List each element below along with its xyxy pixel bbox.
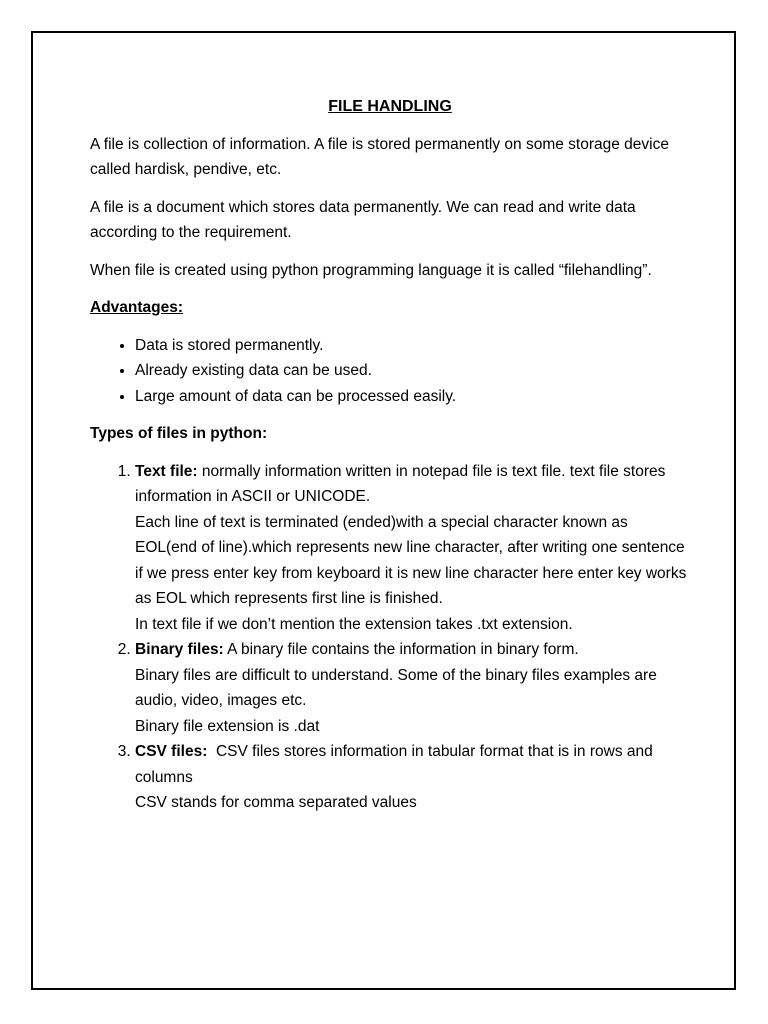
type-detail-line: Binary files are difficult to understand. Some of the binary files examples are audio, video, images etc. bbox=[135, 666, 657, 709]
type-detail-line: In text file if we don’t mention the extension takes .txt extension. bbox=[135, 615, 573, 633]
type-item-text-file bbox=[135, 459, 690, 638]
types-list bbox=[90, 459, 690, 816]
type-name: Binary files: bbox=[135, 641, 224, 658]
type-description: CSV files stores information in tabular format that is in rows and columns bbox=[135, 743, 658, 786]
advantage-item: • Large amount of data can be processed easily. bbox=[135, 384, 690, 410]
paragraph-python: When file is created using python programming language it is called “filehandling”. bbox=[90, 261, 652, 279]
paragraph-document: A file is a document which stores data permanently. We can read and write data according to the requirement. bbox=[90, 198, 636, 241]
type-detail-line: Binary file extension is .dat bbox=[135, 717, 320, 735]
type-detail-line: Each line of text is terminated (ended)with a special character known as EOL(end of line).which represents new line character, after writing one sentence if we press enter key from keyboard it is new line character here enter key works as EOL which represents first line is finished. bbox=[135, 513, 687, 607]
type-name: Text file: bbox=[135, 462, 198, 480]
type-name: CSV files: bbox=[135, 743, 208, 760]
type-item-binary-files bbox=[135, 637, 690, 739]
advantages-list bbox=[90, 333, 690, 410]
type-detail-line: CSV stands for comma separated values bbox=[135, 794, 417, 811]
type-description: A binary file contains the information in binary form. bbox=[223, 641, 579, 658]
document-body bbox=[90, 94, 690, 816]
advantages-heading: Advantages: bbox=[90, 299, 184, 316]
type-description: normally information written in notepad file is text file. text file stores information in ASCII or UNICODE. bbox=[135, 462, 666, 505]
advantage-item: • Data is stored permanently. bbox=[135, 333, 690, 359]
advantage-item: • Already existing data can be used. bbox=[135, 358, 690, 384]
types-heading: Types of files in python: bbox=[90, 425, 268, 442]
paragraph-definition: A file is collection of information. A file is stored permanently on some storage device called hardisk, pendive, etc. bbox=[90, 135, 669, 178]
document-title: FILE HANDLING bbox=[328, 98, 452, 115]
type-item-csv-files bbox=[135, 739, 690, 816]
